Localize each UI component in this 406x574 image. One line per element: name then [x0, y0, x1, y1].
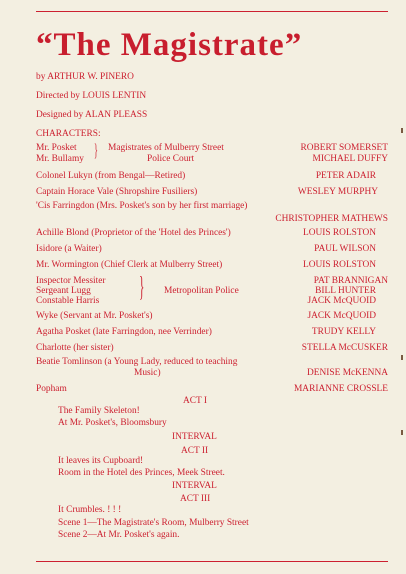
bottom-rule [36, 561, 388, 562]
cast-role-wormington: Mr. Wormington (Chief Clerk at Mulberry Street) [36, 260, 223, 270]
director-credit: Directed by LOUIS LENTIN [36, 91, 147, 101]
cast-role-posket: Mr. Posket [36, 143, 77, 153]
cast-role-popham: Popham [36, 384, 67, 394]
interval2: INTERVAL [172, 481, 217, 491]
act2-heading: ACT II [181, 446, 209, 456]
cast-actor-lugg: BILL HUNTER [315, 286, 376, 296]
cast-role-agatha: Agatha Posket (late Farringdon, nee Verrinder) [36, 327, 212, 337]
cast-role-isidore: Isidore (a Waiter) [36, 244, 102, 254]
act3-line1: It Crumbles. ! ! ! [58, 505, 122, 515]
cast-role-beatie-line2: Music) [134, 368, 161, 378]
metropolitan-police-label: Metropolitan Police [164, 286, 239, 296]
cast-role-bullamy: Mr. Bullamy [36, 154, 84, 164]
act3-heading: ACT III [180, 494, 211, 504]
cast-actor-cis: CHRISTOPHER MATHEWS [275, 214, 388, 224]
cast-actor-popham: MARIANNE CROSSLE [293, 384, 388, 394]
magistrates-description: Magistrates of Mulberry Street [108, 143, 224, 153]
binding-mark [401, 430, 403, 435]
binding-mark [401, 128, 403, 133]
cast-role-wyke: Wyke (Servant at Mr. Posket's) [36, 311, 153, 321]
act1-heading: ACT I [183, 396, 208, 406]
cast-actor-beatie: DENISE McKENNA [307, 368, 388, 378]
act3-line3: Scene 2—At Mr. Posket's again. [58, 530, 180, 540]
characters-heading: CHARACTERS: [36, 129, 101, 139]
act1-line1: The Family Skeleton! [58, 406, 140, 416]
cast-actor-harris: JACK McQUOID [307, 296, 376, 306]
binding-mark [401, 355, 403, 360]
cast-actor-messiter: PAT BRANNIGAN [313, 276, 388, 286]
cast-role-vale: Captain Horace Vale (Shropshire Fusiliers) [36, 187, 198, 197]
cast-actor-isidore: PAUL WILSON [314, 244, 376, 254]
cast-role-lukyn: Colonel Lukyn (from Bengal—Retired) [36, 171, 186, 181]
cast-actor-vale: WESLEY MURPHY [297, 187, 378, 197]
cast-actor-wormington: LOUIS ROLSTON [302, 260, 376, 270]
play-title: “The Magistrate” [36, 27, 303, 63]
cast-role-cis: 'Cis Farringdon (Mrs. Posket's son by her first marriage) [36, 201, 248, 211]
cast-role-harris: Constable Harris [36, 296, 100, 306]
cast-actor-charlotte: STELLA McCUSKER [301, 343, 388, 353]
interval1: INTERVAL [172, 432, 217, 442]
cast-actor-bullamy: MICHAEL DUFFY [312, 154, 388, 164]
cast-role-lugg: Sergeant Lugg [36, 286, 91, 296]
police-court-label: Police Court [147, 154, 195, 164]
cast-actor-wyke: JACK McQUOID [307, 311, 376, 321]
act3-line2: Scene 1—The Magistrate's Room, Mulberry Street [58, 518, 249, 528]
cast-role-beatie-line1: Beatie Tomlinson (a Young Lady, reduced to teaching [36, 357, 238, 367]
cast-actor-posket: ROBERT SOMERSET [300, 143, 388, 153]
cast-actor-lukyn: PETER ADAIR [315, 171, 376, 181]
cast-actor-agatha: TRUDY KELLY [311, 327, 376, 337]
cast-role-messiter: Inspector Messiter [36, 276, 106, 286]
act2-line2: Room in the Hotel des Princes, Meek Street. [58, 468, 225, 478]
author-credit: by ARTHUR W. PINERO [36, 72, 134, 82]
act2-line1: It leaves its Cupboard! [58, 456, 144, 466]
cast-role-charlotte: Charlotte (her sister) [36, 343, 114, 353]
cast-role-blond: Achille Blond (Proprietor of the 'Hotel des Princes') [36, 228, 231, 238]
brace-icon: } [139, 272, 145, 303]
act1-line2: At Mr. Posket's, Bloomsbury [58, 418, 167, 428]
top-rule [36, 11, 388, 12]
brace-icon: } [94, 140, 98, 160]
cast-actor-blond: LOUIS ROLSTON [302, 228, 376, 238]
designer-credit: Designed by ALAN PLEASS [36, 110, 148, 120]
